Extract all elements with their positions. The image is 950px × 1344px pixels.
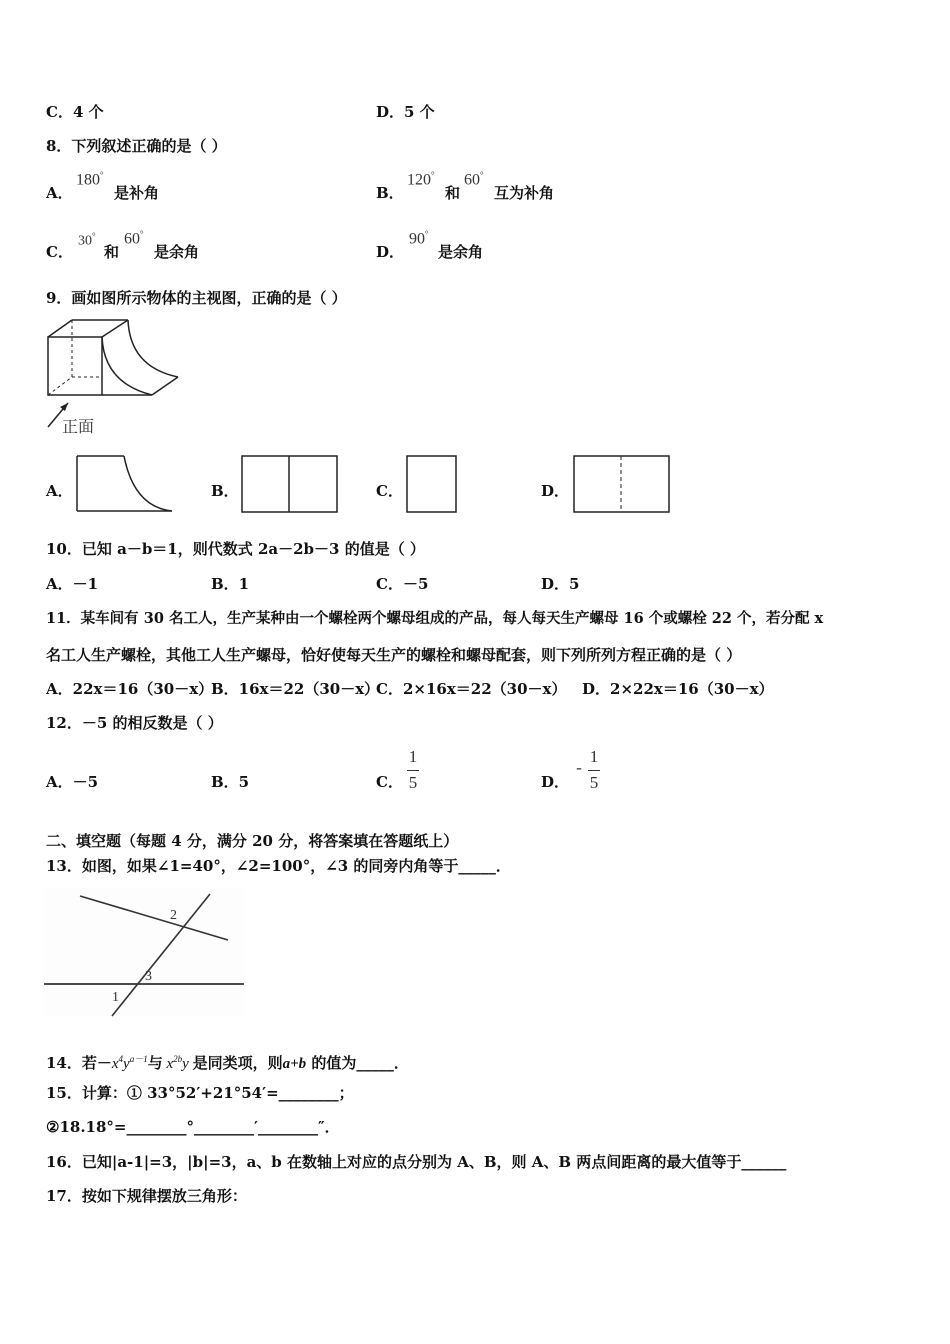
q12-option-c-label: C．	[376, 773, 403, 791]
q8-option-b-angle2: 60°	[464, 170, 484, 189]
q15-line1: 15．计算：① 33°52′+21°54′=________；	[46, 1084, 354, 1102]
q8-stem: 8．下列叙述正确的是（ ）	[46, 137, 227, 155]
q9-front-label: 正面	[62, 417, 95, 436]
q14-prefix: 14．若－	[46, 1054, 112, 1072]
q15-line2: ②18.18°=________°________′________″．	[46, 1118, 340, 1136]
q11-stem-line2: 名工人生产螺栓，其他工人生产螺母，恰好使每天生产的螺栓和螺母配套，则下列所列方程正确的是（ ）	[46, 646, 742, 664]
q9-option-c-figure	[406, 455, 461, 515]
q8-option-c-label: C．	[46, 243, 73, 261]
q12-c-fraction-bar	[407, 770, 419, 771]
q8-option-c-angle2: 60°	[124, 229, 144, 248]
q9-option-d-label: D．	[541, 482, 570, 500]
q7-option-d: D．5 个	[376, 103, 435, 121]
q10-option-c: C．－5	[376, 575, 429, 593]
section2-title: 二、填空题（每题 4 分，满分 20 分，将答案填在答题纸上）	[46, 832, 459, 850]
q11-option-b: B．16x＝22（30－x）	[211, 680, 380, 698]
q10-option-d: D．5	[541, 575, 580, 593]
q11-stem-line1: 11．某车间有 30 名工人，生产某种由一个螺栓两个螺母组成的产品，每人每天生产螺母 16 个或螺栓 22 个，若分配 x	[46, 610, 824, 627]
q13-stem: 13．如图，如果∠1=40°，∠2=100°，∠3 的同旁内角等于_____．	[46, 857, 511, 875]
q8-option-a-angle: 180°	[76, 170, 104, 189]
q9-stem: 9．画如图所示物体的主视图，正确的是（ ）	[46, 289, 347, 307]
q12-d-numerator: 1	[589, 747, 599, 766]
q13-angle-label-2: 2	[170, 908, 177, 923]
q16-stem: 16．已知|a-1|=3，|b|=3，a、b 在数轴上对应的点分别为 A、B，则 A、B 两点间距离的最大值等于______	[46, 1153, 787, 1171]
q14-ab: a+b	[282, 1056, 307, 1072]
q11-option-c: C．2×16x＝22（30－x）	[376, 680, 567, 698]
q11-option-a: A．22x＝16（30－x）	[46, 680, 214, 698]
q8-option-c-and: 和	[104, 243, 120, 261]
q12-option-a: A．－5	[46, 773, 99, 791]
q12-c-numerator: 1	[408, 747, 418, 766]
q14-line	[46, 1050, 409, 1073]
q8-option-b-and: 和	[445, 184, 461, 202]
q8-option-d-angle: 90°	[409, 229, 429, 248]
q9-option-c-label: C．	[376, 482, 403, 500]
q14-term2: $x^{2b}y$	[162, 1054, 193, 1072]
q12-option-d-label: D．	[541, 773, 570, 791]
q8-option-d-label: D．	[376, 243, 405, 261]
q13-angle-label-3: 3	[145, 969, 152, 984]
q11-option-d: D．2×22x＝16（30－x）	[582, 680, 774, 698]
q7-option-c: C．4 个	[46, 103, 104, 121]
q10-option-b: B．1	[211, 575, 250, 593]
q13-angle-label-1: 1	[112, 990, 119, 1005]
q12-option-b: B．5	[211, 773, 250, 791]
q9-option-b-label: B．	[211, 482, 239, 500]
q12-d-minus: -	[576, 758, 582, 777]
q8-option-c-angle1: 30°	[78, 231, 96, 249]
q12-d-fraction-bar	[588, 770, 600, 771]
q12-d-denominator: 5	[589, 773, 599, 792]
q8-option-c-text: 是余角	[154, 243, 200, 261]
q8-option-d-text: 是余角	[438, 243, 484, 261]
q8-option-b-text: 互为补角	[494, 184, 555, 202]
q8-option-a-label: A．	[46, 184, 73, 202]
q8-option-a-text: 是补角	[114, 184, 160, 202]
q9-option-a-figure	[76, 455, 176, 515]
q9-option-b-figure	[241, 455, 341, 515]
q8-option-b-label: B．	[376, 184, 404, 202]
q9-option-a-label: A．	[46, 482, 73, 500]
q12-c-denominator: 5	[408, 773, 418, 792]
q17-stem: 17．按如下规律摆放三角形：	[46, 1187, 247, 1205]
q10-stem: 10．已知 a－b＝1，则代数式 2a－2b－3 的值是（ ）	[46, 540, 425, 558]
q8-option-b-angle1: 120°	[407, 170, 435, 189]
q14-mid: 与	[147, 1054, 163, 1072]
q14-suffix: 是同类项，则	[192, 1054, 283, 1072]
q14-term1: $x^4y^{a-1}$	[111, 1054, 148, 1072]
q14-end: 的值为_____．	[311, 1054, 409, 1072]
q9-option-d-figure	[573, 455, 673, 515]
q10-option-a: A．－1	[46, 575, 99, 593]
q13-figure	[44, 888, 244, 1016]
q12-stem: 12．－5 的相反数是（ ）	[46, 714, 223, 732]
